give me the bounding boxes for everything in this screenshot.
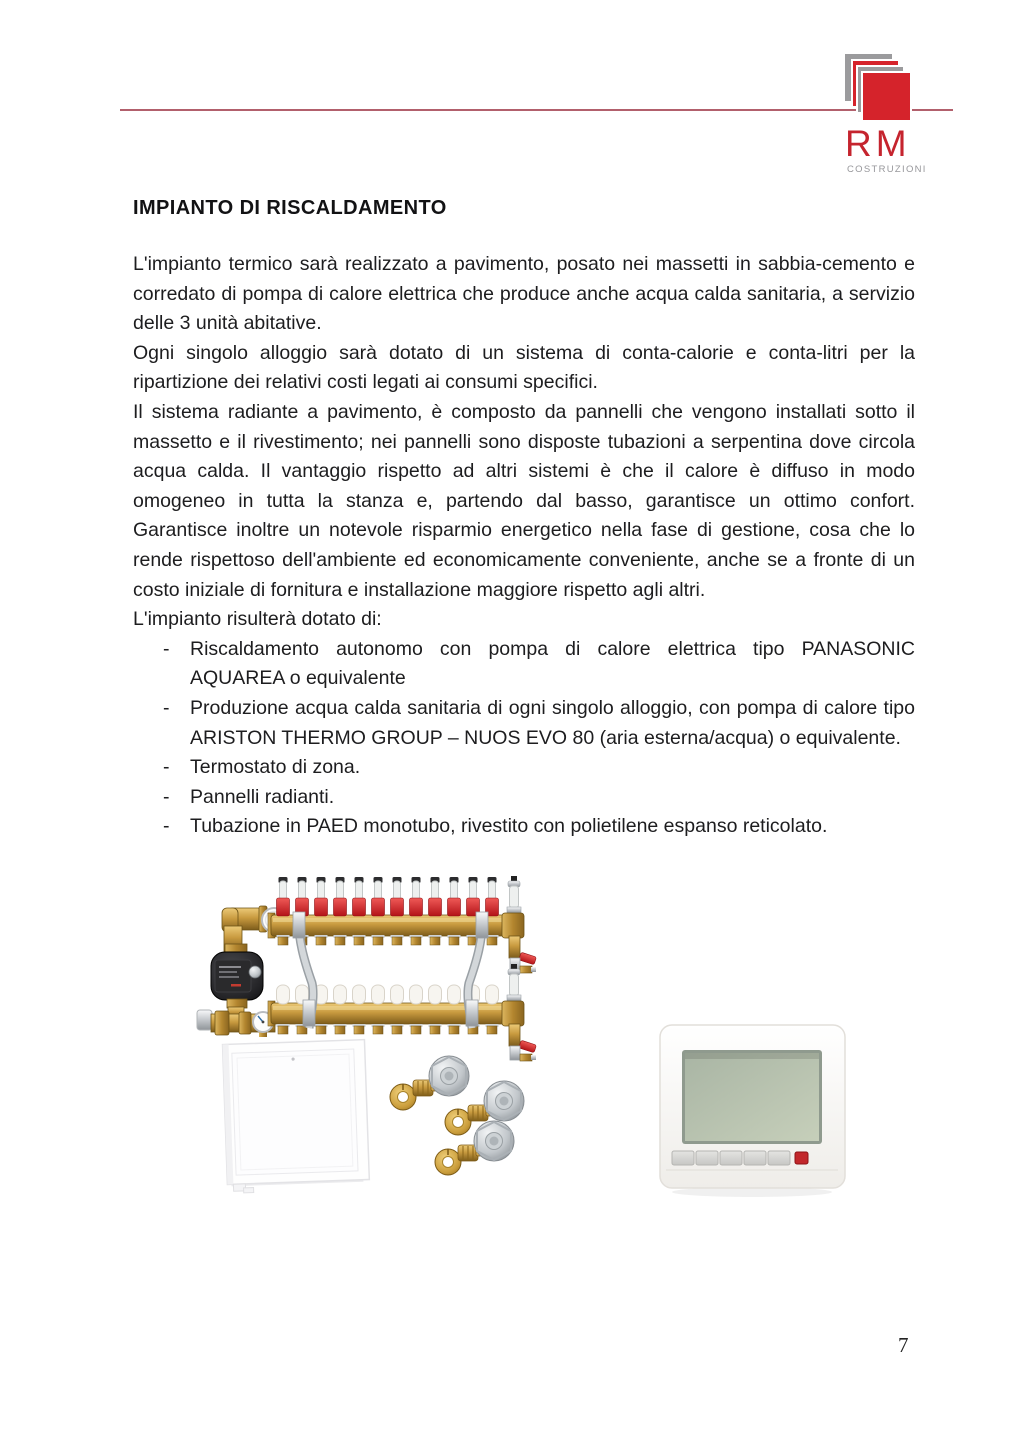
list-item-marker: -	[163, 637, 170, 660]
list-item	[133, 694, 915, 753]
list-item-marker: -	[163, 815, 170, 838]
paragraph-4: L'impianto risulterà dotato di:	[133, 608, 382, 631]
circulation-pump	[211, 906, 267, 1018]
logo-squares-icon	[843, 53, 963, 125]
page-number: 7	[898, 1333, 909, 1357]
list-item-text: Tubazione in PAED monotubo, rivestito con polietilene espanso reticolato.	[190, 815, 828, 838]
air-vent-top	[502, 876, 536, 973]
air-vent-bottom	[502, 964, 536, 1061]
logo-brand-text: RM	[845, 123, 911, 164]
thermostat-buttons	[672, 1151, 808, 1165]
list-item	[133, 783, 915, 813]
paragraph-1: L'impianto termico sarà realizzato a pavimento, posato nei massetti in sabbia-cemento e corredato di pompa di calore elettrica che produce anche acqua calda sanitaria, a servizio delle 3 unità abitative.	[133, 253, 915, 335]
paragraph-2: Ogni singolo alloggio sarà dotato di un sistema di conta-calorie e conta-litri per la ripartizione dei relativi costi legati ai consumi specifici.	[133, 341, 915, 394]
list-item-text: Produzione acqua calda sanitaria di ogni singolo alloggio, con pompa di calore tipo ARISTON THERMO GROUP – NUOS EVO 80 (aria esterna/acqua) o equivalente.	[190, 696, 915, 749]
list-item-marker: -	[163, 785, 170, 808]
thermostat-screen	[682, 1050, 822, 1144]
logo-subtitle-text: COSTRUZIONI	[847, 164, 927, 175]
heating-manifold-figure	[195, 868, 625, 1213]
paragraph-3: Il sistema radiante a pavimento, è composto da pannelli che vengono installati sotto il massetto e il rivestimento; nei pannelli sono disposte tubazioni a serpentina dove circola acqua calda. Il vantaggio rispetto ad altri sistemi è che il calore è diffuso in modo omogeneo in tutta la stanza e, partendo dal basso, garantisce un ottimo confort. Garantisce inoltre un notevole risparmio energetico nella fase di gestione, cosa che lo rende rispettoso dell'ambiente ed economicamente conveniente, anche se a fronte di un costo iniziale di fornitura e installazione maggiore rispetto agli altri.	[133, 400, 915, 601]
supply-valve	[197, 1010, 275, 1037]
header-rule	[120, 109, 953, 111]
pipe-fittings	[390, 1056, 524, 1175]
list-item-text: Termostato di zona.	[190, 756, 361, 779]
equipment-list	[133, 635, 915, 842]
list-item-text: Riscaldamento autonomo con pompa di calore elettrica tipo PANASONIC AQUAREA o equivalente	[190, 637, 915, 690]
list-item	[133, 753, 915, 783]
thermostat-figure	[652, 1018, 852, 1203]
list-item	[133, 635, 915, 694]
company-logo	[843, 53, 963, 183]
list-item-marker: -	[163, 756, 170, 779]
list-item-text: Pannelli radianti.	[190, 785, 335, 808]
page-title: IMPIANTO DI RISCALDAMENTO	[133, 197, 447, 219]
thermostat-red-button	[795, 1152, 808, 1164]
list-item	[133, 812, 915, 842]
collector-cabinet	[223, 1040, 370, 1194]
document-body	[133, 197, 915, 842]
list-item-marker: -	[163, 696, 170, 719]
